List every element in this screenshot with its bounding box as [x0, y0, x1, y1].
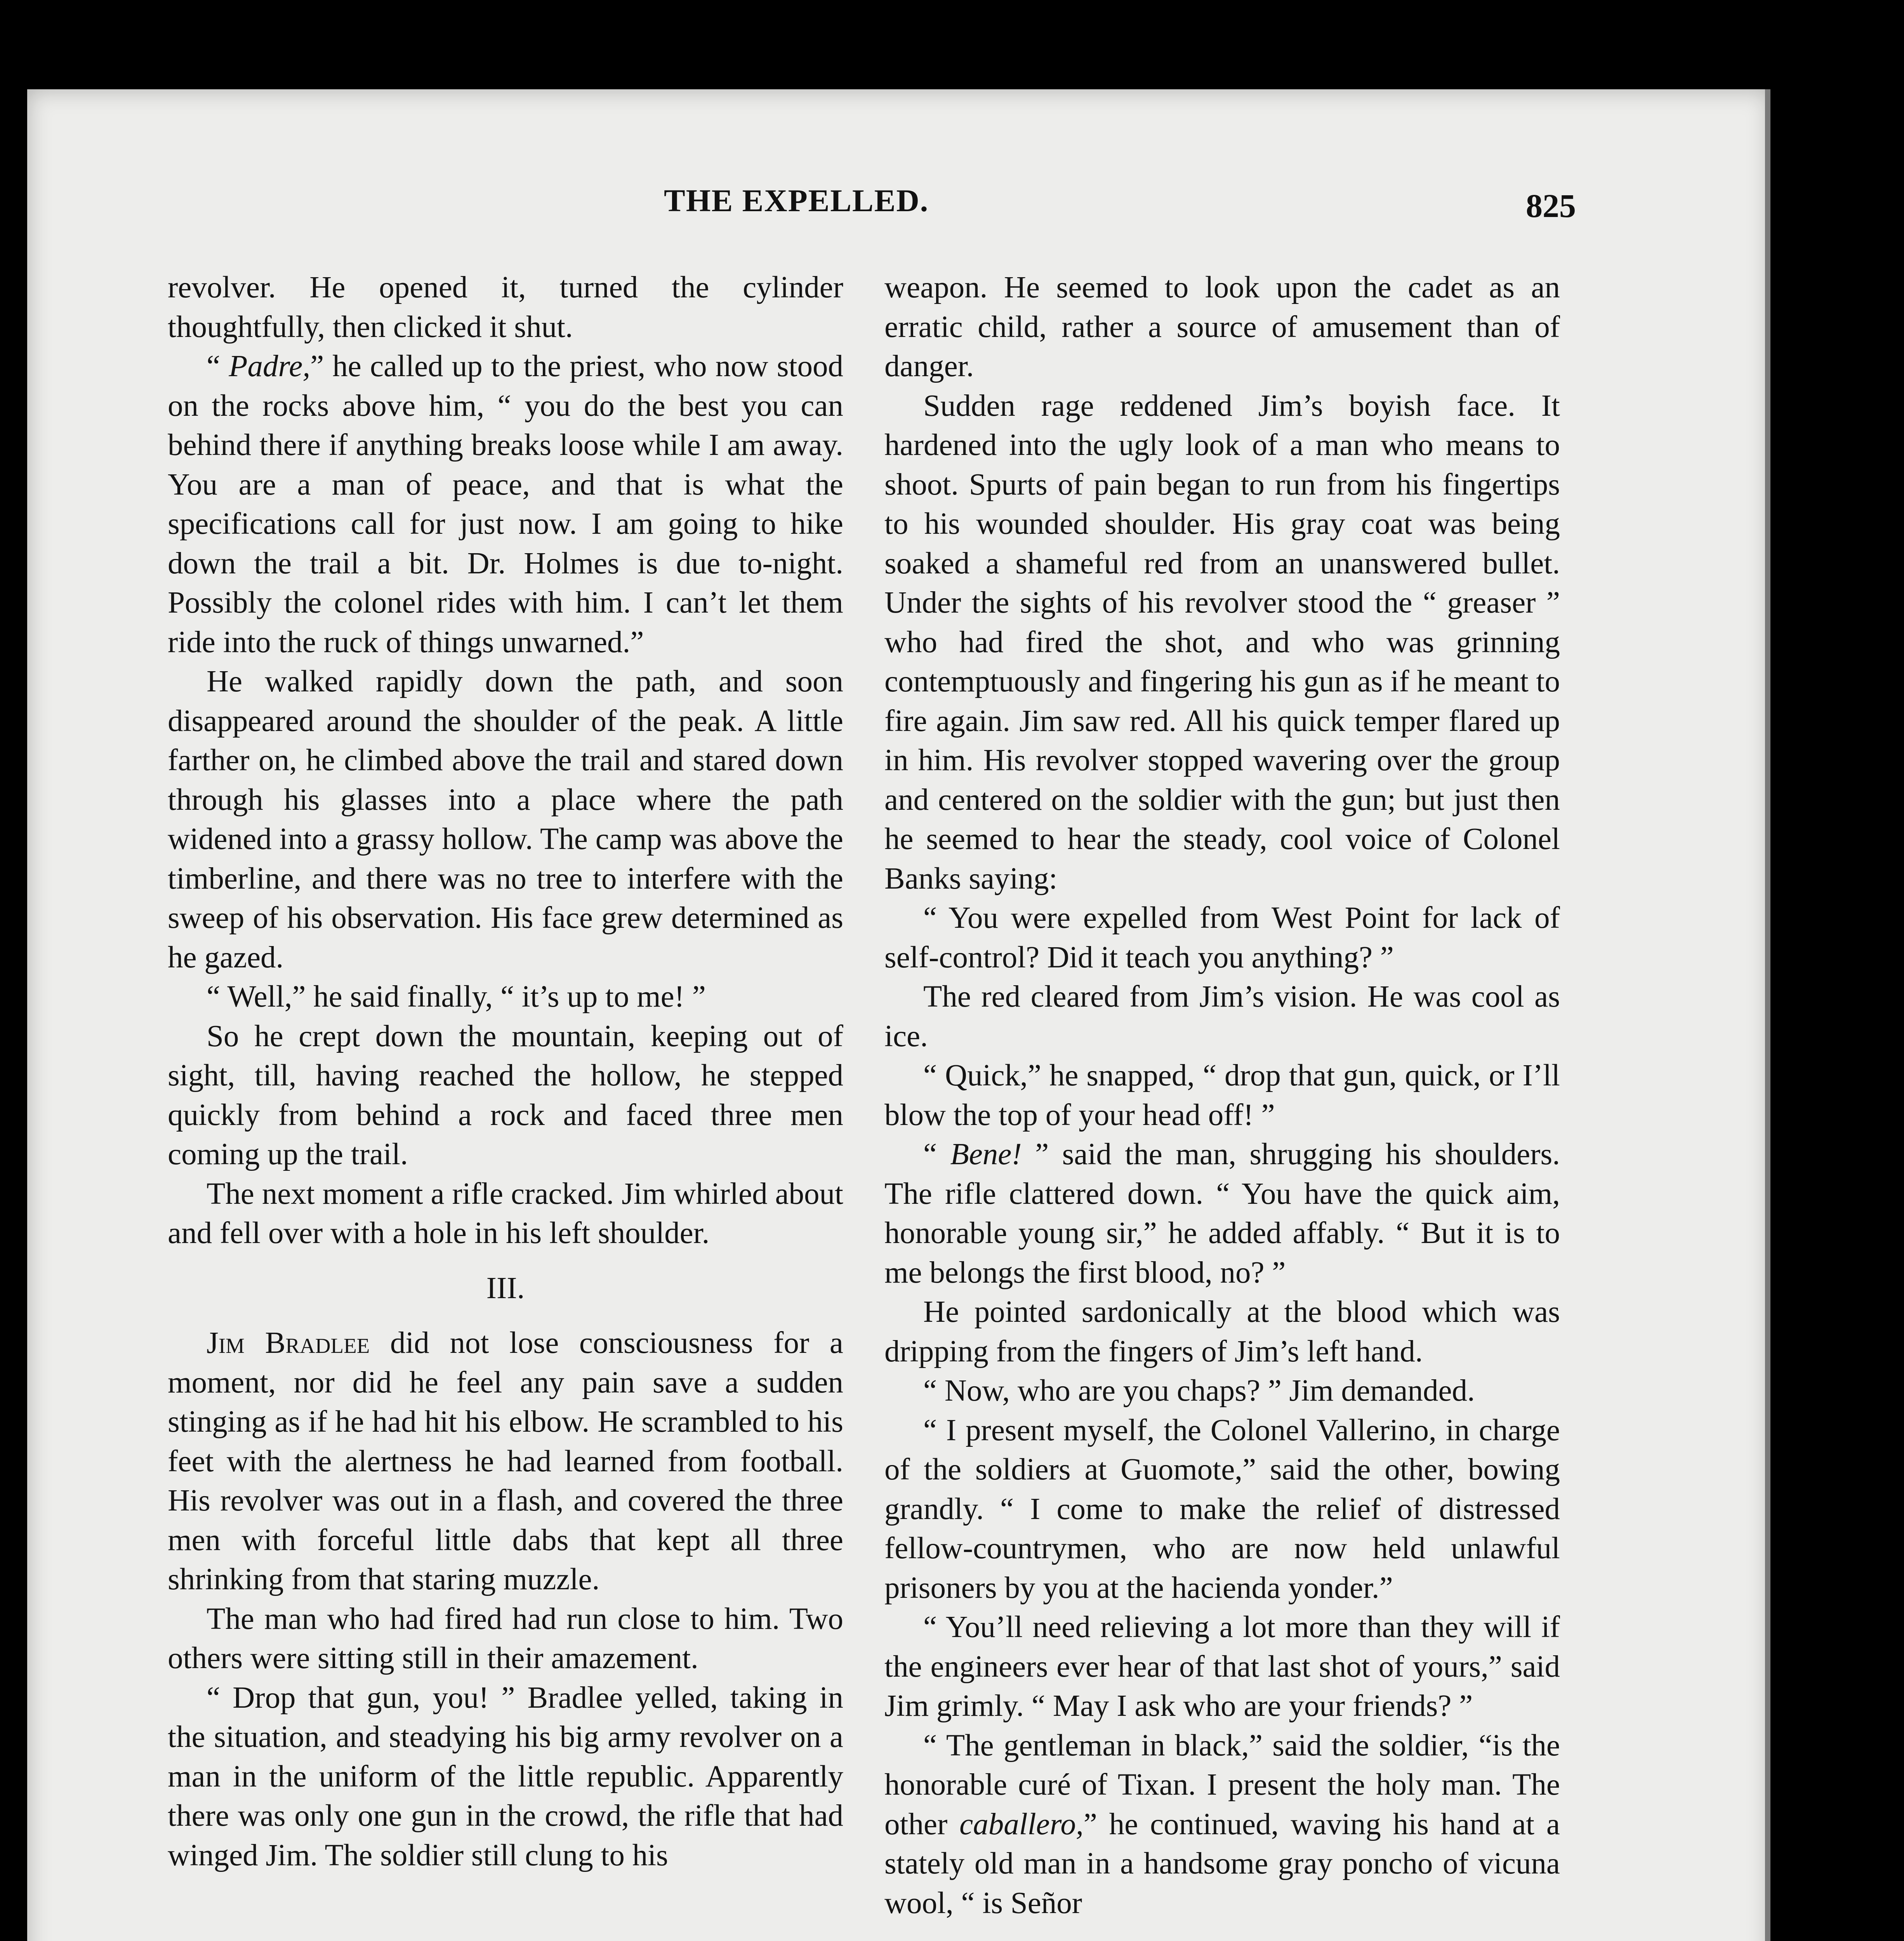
left-column [168, 268, 843, 1875]
paragraph: weapon. He seemed to look upon the cadet as an erratic child, rather a source of amusement than of danger. [884, 271, 1560, 383]
paragraph: So he crept down the mountain, keeping out of sight, till, having reached the hollow, he stepped quickly from behind a rock and faced three men coming up the trail. [168, 1019, 843, 1171]
paragraph-text: ” said the man, shrugging his shoulders. The rifle clattered down. “ You have the quick aim, honorable young sir,” he added affably. “ But it is to me belongs the first blood, no? ” [884, 1137, 1560, 1290]
paragraph: The man who had fired had run close to him. Two others were sitting still in their amazement. [168, 1602, 843, 1675]
book-page [27, 89, 1770, 1941]
paragraph: “ Quick,” he snapped, “ drop that gun, quick, or I’ll blow the top of your head off! ” [884, 1059, 1560, 1132]
running-title: THE EXPELLED. [664, 183, 929, 218]
italic-word: caballero, [959, 1807, 1084, 1841]
paragraph: He pointed sardonically at the blood which was dripping from the fingers of Jim’s left hand. [884, 1295, 1560, 1368]
italic-word: Padre, [229, 349, 311, 383]
page-edge [1765, 89, 1770, 1941]
paragraph [884, 1726, 1560, 1923]
small-caps-name: Jim Bradlee [207, 1326, 370, 1360]
paragraph: revolver. He opened it, turned the cylinder thoughtfully, then clicked it shut. [168, 271, 843, 344]
paragraph-text: ” he continued, waving his hand at a stately old man in a handsome gray poncho of vicuna wool, “ is Señor [884, 1807, 1560, 1920]
italic-word: Bene! [950, 1137, 1022, 1171]
paragraph [168, 347, 843, 662]
page-number: 825 [1526, 187, 1576, 224]
right-column [884, 268, 1560, 1923]
paragraph: “ I present myself, the Colonel Vallerino, in charge of the soldiers at Guomote,” said the other, bowing grandly. “ I come to make the relief of distressed fellow-countrymen, who are now held unlawful prisoners by you at the hacienda yonder.” [884, 1413, 1560, 1605]
quote-mark: “ [923, 1137, 950, 1171]
paragraph: “ Well,” he said finally, “ it’s up to me! ” [207, 980, 706, 1014]
paragraph: Sudden rage reddened Jim’s boyish face. It hardened into the ugly look of a man who means to shoot. Spurts of pain began to run from his fingertips to his wounded shoulder. His gray coat was being soaked a shameful red from an unanswered bullet. Under the sights of his revolver stood the “ greaser ” who had fired the shot, and who was grinning contemptuously and fingering his gun as if he meant to fire again. Jim saw red. All his quick temper flared up in him. His revolver stopped wavering over the group and centered on the soldier with the gun; but just then he seemed to hear the steady, cool voice of Colonel Banks saying: [884, 389, 1560, 896]
paragraph: “ You were expelled from West Point for lack of self-control? Did it teach you anything? ” [884, 901, 1560, 974]
paragraph: “ Drop that gun, you! ” Bradlee yelled, taking in the situation, and steadying his big army revolver on a man in the uniform of the little republic. Apparently there was only one gun in the crowd, the rifle that had winged Jim. The soldier still clung to his [168, 1681, 843, 1872]
paragraph: He walked rapidly down the path, and soon disappeared around the shoulder of the peak. A little farther on, he climbed above the trail and stared down through his glasses into a place where the path widened into a grassy hollow. The camp was above the timberline, and there was no tree to interfere with the sweep of his observation. His face grew determined as he gazed. [168, 665, 843, 974]
paragraph-text: did not lose consciousness for a moment, nor did he feel any pain save a sudden stinging as if he had hit his elbow. He scrambled to his feet with the alertness he had learned from football. His revolver was out in a flash, and covered the three men with forceful little dabs that kept all three shrinking from that staring muzzle. [168, 1326, 843, 1596]
paragraph-text: ” he called up to the priest, who now stood on the rocks above him, “ you do the best you can behind there if anything breaks loose while I am away. You are a man of peace, and that is what the specifications call for just now. I am going to hike down the trail a bit. Dr. Holmes is due to-night. Possibly the colonel rides with him. I can’t let them ride into the ruck of things unwarned.” [168, 349, 843, 659]
paragraph: The next moment a rifle cracked. Jim whirled about and fell over with a hole in his left shoulder. [168, 1177, 843, 1250]
paragraph: “ Now, who are you chaps? ” Jim demanded. [923, 1374, 1475, 1408]
paragraph [168, 1323, 843, 1599]
paragraph: The red cleared from Jim’s vision. He was cool as ice. [884, 980, 1560, 1053]
section-heading: III. [486, 1271, 525, 1305]
paragraph: “ You’ll need relieving a lot more than they will if the engineers ever hear of that last shot of yours,” said Jim grimly. “ May I ask who are your friends? ” [884, 1610, 1560, 1723]
quote-mark: “ [207, 349, 229, 383]
paragraph [884, 1135, 1560, 1292]
paragraph-text: “ The gentleman in black,” said the soldier, “is the honorable curé of Tixan. I present the holy man. The other [884, 1728, 1560, 1841]
